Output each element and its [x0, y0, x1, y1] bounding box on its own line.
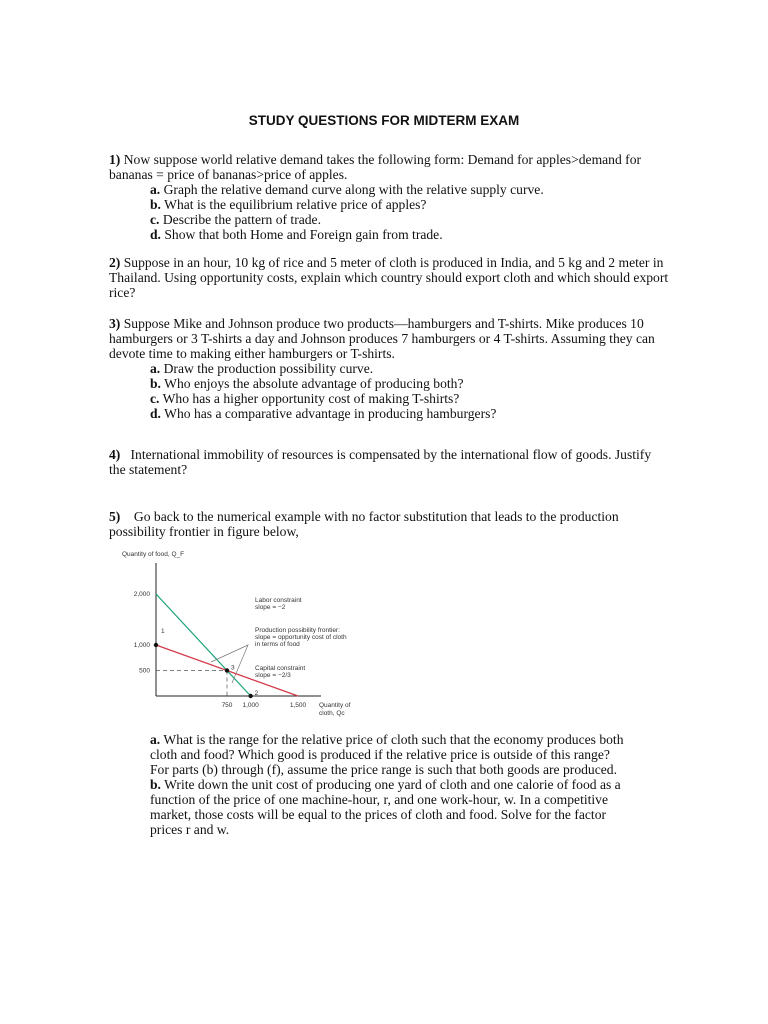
y-tick-label: 500: [139, 667, 150, 675]
y-tick-label: 1,000: [133, 642, 150, 649]
labor-annotation: slope = −2: [255, 604, 286, 611]
sub-text: What is the equilibrium relative price of apples?: [164, 197, 427, 212]
sub-question: [150, 227, 669, 242]
q-number: 4): [109, 447, 121, 462]
sub-question: [150, 777, 629, 837]
sub-question: [150, 182, 669, 197]
question-5-parts: [109, 732, 629, 837]
question-4: [109, 447, 669, 477]
capital-annotation: slope = −2/3: [255, 672, 291, 679]
x-axis-label-2: cloth, Qc: [319, 710, 345, 717]
labor-annotation: Labor constraint: [255, 597, 302, 604]
sub-question: [150, 212, 669, 227]
sub-text: Describe the pattern of trade.: [162, 212, 321, 227]
sub-text: Who has a comparative advantage in producing hamburgers?: [164, 406, 497, 421]
question-1: [109, 152, 669, 242]
x-tick-label: 1,000: [242, 702, 259, 709]
q-text: Suppose Mike and Johnson produce two products—hamburgers and T-shirts. Mike produces 10 hamburgers or 3 T-shirts a day and Johnson produces 7 hamburgers or 4 T-shirts. Assuming they can devote time to making either hamburgers or T-shirts.: [109, 316, 655, 361]
ppf-annotation: in terms of food: [255, 641, 300, 648]
point-label: 3: [231, 664, 235, 672]
series-line-labor-constraint: [156, 594, 251, 696]
q-number: 2): [109, 255, 121, 270]
sub-text: Show that both Home and Foreign gain from trade.: [164, 227, 443, 242]
sub-label: b.: [150, 376, 161, 391]
q-text: Now suppose world relative demand takes the following form: Demand for apples>demand for bananas = price of bananas>price of apples.: [109, 152, 642, 182]
sub-label: c.: [150, 391, 160, 406]
y-axis-label: Quantity of food, Q_F: [122, 551, 185, 558]
sub-text: Who enjoys the absolute advantage of producing both?: [164, 376, 464, 391]
question-3: [109, 316, 669, 421]
sub-label: a.: [150, 361, 161, 376]
q3-parts: [109, 361, 669, 421]
q-number: 1): [109, 152, 121, 167]
point-2: [248, 694, 252, 698]
sub-label: c.: [150, 212, 160, 227]
ppf-annotation: Production possibility frontier:: [255, 627, 340, 634]
q5-parts: [109, 732, 629, 837]
sub-question: [150, 406, 669, 421]
question-5: [109, 509, 669, 539]
point-label: 2: [254, 690, 259, 697]
page-title: STUDY QUESTIONS FOR MIDTERM EXAM: [248, 113, 520, 128]
capital-annotation: Capital constraint: [255, 665, 306, 672]
sub-label: d.: [150, 406, 161, 421]
q-text: Suppose in an hour, 10 kg of rice and 5 meter of cloth is produced in India, and 5 kg and 2 meter in Thailand. Using opportunity costs, explain which country should export cloth and which should export rice?: [109, 255, 669, 300]
q-text: International immobility of resources is compensated by the international flow of goods. Justify the statement?: [109, 447, 652, 477]
sub-text: Write down the unit cost of producing one yard of cloth and one calorie of food as a function of the price of one machine-hour, r, and one work-hour, w. In a competitive market, those costs will be equal to the prices of cloth and food. Solve for the factor prices r and w.: [150, 777, 621, 837]
point-3: [225, 668, 229, 672]
x-axis-label-1: Quantity of: [319, 702, 351, 709]
ppf-annotation: slope = opportunity cost of cloth: [255, 634, 347, 641]
sub-label: b.: [150, 197, 161, 212]
point-1: [154, 643, 158, 647]
ppf-figure: [110, 545, 380, 720]
sub-question: [150, 197, 669, 212]
sub-text: Graph the relative demand curve along with the relative supply curve.: [163, 182, 544, 197]
q-number: 3): [109, 316, 121, 331]
q-number: 5): [109, 509, 121, 524]
sub-question: [150, 376, 669, 391]
sub-text: What is the range for the relative price of cloth such that the economy produces both cloth and food? Which good is produced if the relative price is outside of this range? For parts (b) through (f), assume the price range is such that both goods are produced.: [150, 732, 624, 777]
sub-question: [150, 391, 669, 406]
point-label: 1: [161, 628, 165, 635]
y-tick-label: 2,000: [133, 591, 150, 598]
sub-label: b.: [150, 777, 161, 792]
x-tick-label: 750: [221, 702, 233, 709]
question-2: [109, 255, 669, 300]
sub-label: d.: [150, 227, 161, 242]
sub-question: [150, 732, 629, 777]
sub-text: Who has a higher opportunity cost of making T-shirts?: [162, 391, 460, 406]
sub-text: Draw the production possibility curve.: [163, 361, 374, 376]
q-text: Go back to the numerical example with no factor substitution that leads to the production possibility frontier in figure below,: [109, 509, 619, 539]
q1-parts: [109, 182, 669, 242]
annotation-pointer: [211, 645, 248, 683]
x-tick-label: 1,500: [289, 702, 307, 709]
sub-label: a.: [150, 182, 161, 197]
sub-label: a.: [150, 732, 161, 747]
sub-question: [150, 361, 669, 376]
